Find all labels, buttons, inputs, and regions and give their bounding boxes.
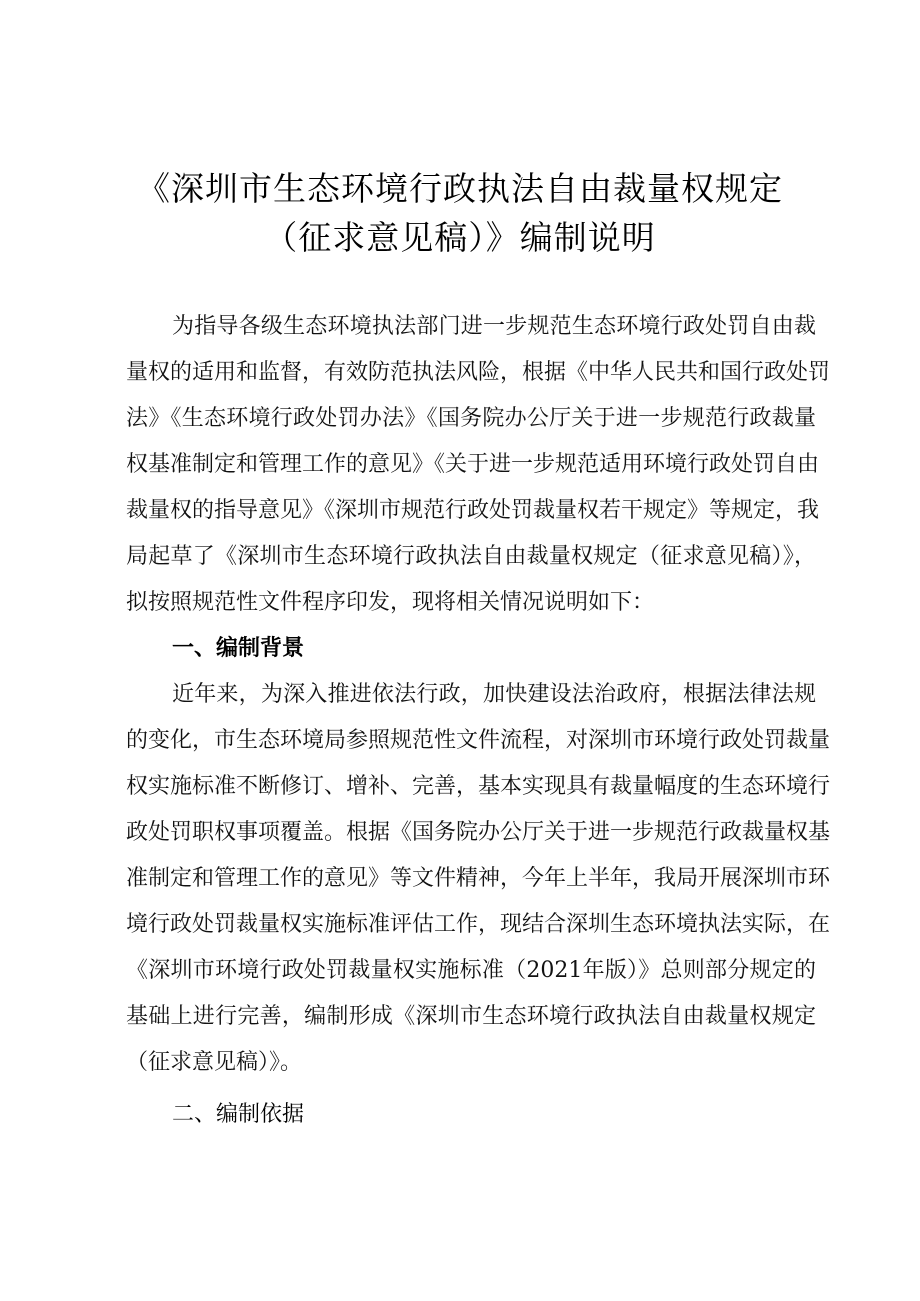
intro-paragraph-line: 裁量权的指导意见》《深圳市规范行政处罚裁量权若干规定》等规定，我: [126, 498, 820, 523]
intro-paragraph-line: 量权的适用和监督，有效防范执法风险，根据《中华人民共和国行政处罚: [126, 360, 831, 385]
background-paragraph-line: 近年来，为深入推进依法行政，加快建设法治政府，根据法律法规: [172, 682, 816, 707]
intro-paragraph-line: 局起草了《深圳市生态环境行政执法自由裁量权规定（征求意见稿）》，: [126, 544, 816, 569]
intro-paragraph-line: 法》《生态环境行政处罚办法》《国务院办公厅关于进一步规范行政裁量: [126, 406, 816, 431]
background-paragraph-line: 权实施标准不断修订、增补、完善，基本实现具有裁量幅度的生态环境行: [126, 774, 831, 799]
intro-paragraph-line: 为指导各级生态环境执法部门进一步规范生态环境行政处罚自由裁: [172, 314, 816, 339]
document-title-line-2: （征求意见稿）》编制说明: [264, 218, 656, 257]
intro-paragraph-line: 拟按照规范性文件程序印发，现将相关情况说明如下：: [126, 590, 655, 615]
background-paragraph-line: 政处罚职权事项覆盖。根据《国务院办公厅关于进一步规范行政裁量权基: [126, 820, 831, 845]
section-heading-basis: 二、编制依据: [172, 1102, 305, 1127]
background-paragraph-line: 的变化，市生态环境局参照规范性文件流程，对深圳市环境行政处罚裁量: [126, 728, 831, 753]
document-title-line-1: 《深圳市生态环境行政执法自由裁量权规定: [137, 169, 783, 208]
background-paragraph-line: 准制定和管理工作的意见》等文件精神，今年上半年，我局开展深圳市环: [126, 866, 831, 891]
background-paragraph-line: 境行政处罚裁量权实施标准评估工作，现结合深圳生态环境执法实际，在: [126, 912, 831, 937]
intro-paragraph-line: 权基准制定和管理工作的意见》《关于进一步规范适用环境行政处罚自由: [126, 452, 820, 477]
background-paragraph-line: （征求意见稿）》。: [126, 1050, 303, 1075]
section-heading-background: 一、编制背景: [172, 636, 305, 661]
background-paragraph-line: 基础上进行完善，编制形成《深圳市生态环境行政执法自由裁量权规定: [126, 1004, 816, 1029]
background-paragraph-line: 《深圳市环境行政处罚裁量权实施标准（2021年版）》总则部分规定的: [126, 958, 816, 983]
